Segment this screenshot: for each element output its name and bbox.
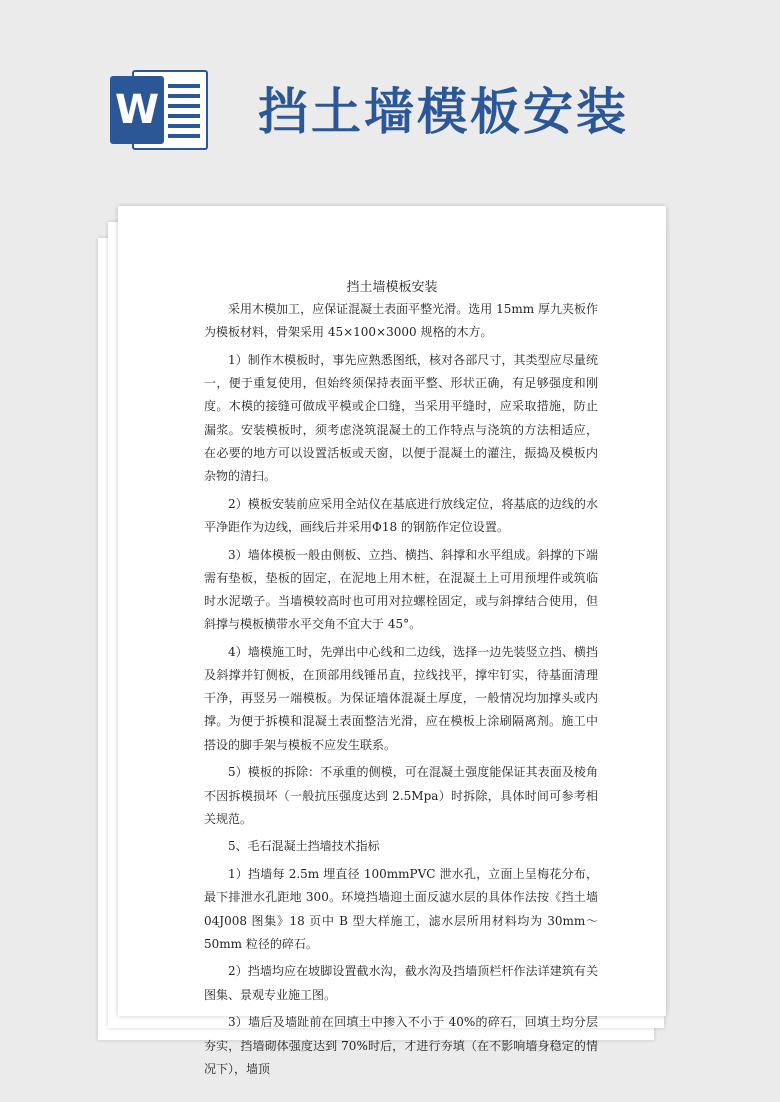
document-body (204, 298, 598, 1086)
paragraph: 2）模板安装前应采用全站仪在基底进行放线定位，将基底的边线的水平净距作为边线，画线后并采用Φ18 的钢筋作定位设置。 (204, 496, 598, 534)
paragraph: 1）挡墙每 2.5m 埋直径 100mmPVC 泄水孔，立面上呈梅花分布，最下排泄水孔距地 300。环境挡墙迎土面反滤水层的具体作法按《挡土墙 04J008 图集》18 页中 B 型大样施工，滤水层所用材料均为 30mm～50mm 粒径的碎石。 (204, 867, 598, 951)
document-title: 挡土墙模板安装 (346, 280, 438, 295)
document-page (118, 206, 666, 1076)
section-heading: 5、毛石混凝土挡墙技术指标 (228, 839, 380, 854)
paragraph: 5）模板的拆除：不承重的侧模，可在混凝土强度能保证其表面及棱角不因拆模损坏（一般抗压强度达到 2.5Mpa）时拆除，具体时间可参考相关规范。 (204, 765, 598, 826)
word-icon-badge: W (110, 76, 164, 144)
paragraph: 2）挡墙均应在坡脚设置截水沟，截水沟及挡墙顶栏杆作法详建筑有关图集、景观专业施工图。 (204, 964, 598, 1002)
header (0, 0, 780, 200)
paragraph: 1）制作木模板时，事先应熟悉图纸，核对各部尺寸，其类型应尽量统一，便于重复使用，但始终须保持表面平整、形状正确，有足够强度和刚度。木模的接缝可做成平模或企口缝，当采用平缝时，应采取措施，防止漏浆。安装模板时，须考虑浇筑混凝土的工作特点与浇筑的方法相适应，在必要的地方可以设置活板或天窗，以便于混凝土的灌注，振捣及模板内杂物的清扫。 (204, 352, 598, 483)
paragraph: 采用木模加工，应保证混凝土表面平整光滑。选用 15mm 厚九夹板作为模板材料，骨架采用 45×100×3000 规格的木方。 (204, 302, 598, 340)
paragraph: 4）墙模施工时，先弹出中心线和二边线，选择一边先装竖立挡、横挡及斜撑并钉侧板，在顶部用线锤吊直，拉线找平，撑牢钉实，待基面清理干净，再竖另一端模板。为保证墙体混凝土厚度，一般情况均加撑头或内撑。为便于拆模和混凝土表面整洁光滑，应在模板上涂刷隔离剂。施工中搭设的脚手架与模板不应发生联系。 (204, 644, 598, 752)
paragraph: 3）墙体模板一般由侧板、立挡、横挡、斜撑和水平组成。斜撑的下端需有垫板，垫板的固定，在泥地上用木桩，在混凝土上可用预埋件或筑临时水泥墩子。当墙模较高时也可用对拉螺栓固定，或与斜撑结合使用，但斜撑与模板横带水平交角不宜大于 45°。 (204, 547, 598, 632)
paragraph: 3）墙后及墙趾前在回填土中掺入不小于 40%的碎石，回填土均分层夯实，挡墙砌体强度达到 70%时后，才进行夯填（在不影响墙身稳定的情况下），墙顶 (204, 1015, 598, 1076)
page-title: 挡土墙模板安装 (258, 83, 629, 141)
word-icon (110, 70, 208, 150)
